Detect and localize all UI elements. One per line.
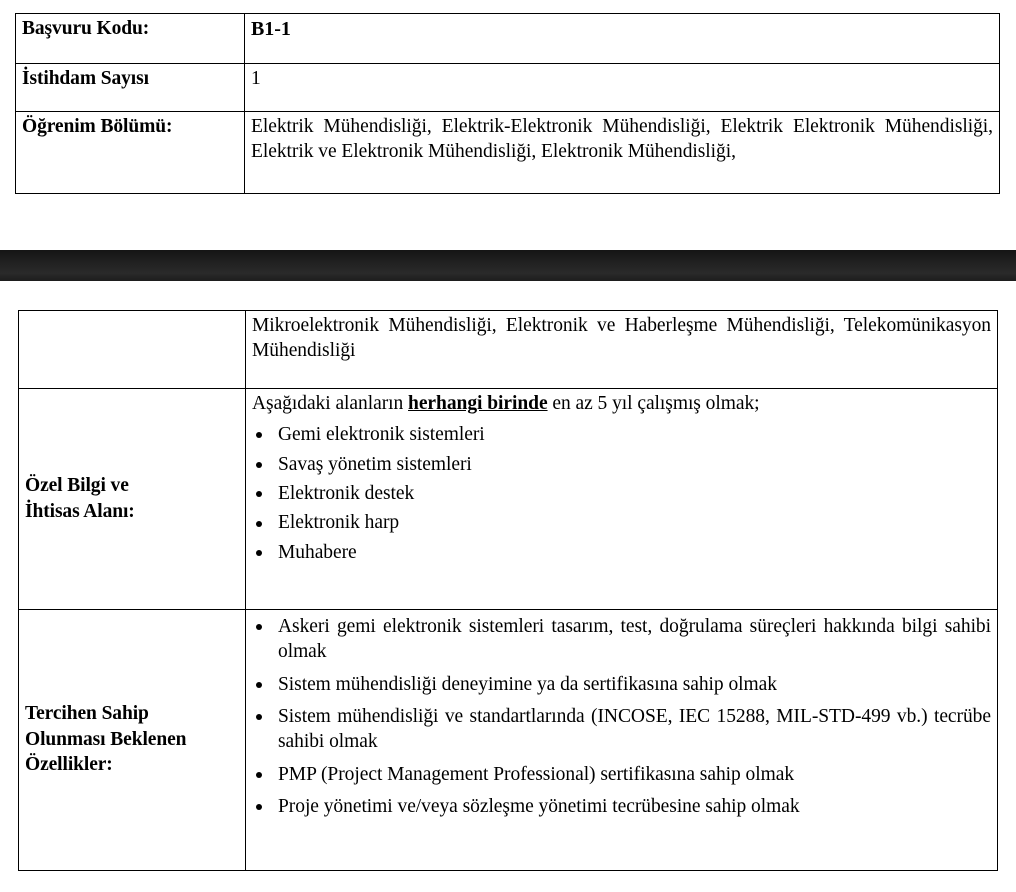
label-line: Özellikler: [25, 754, 113, 776]
label-line: Tercihen Sahip [25, 702, 149, 724]
list-item-text: PMP (Project Management Professional) sertifikasına sahip olmak [278, 763, 795, 785]
bullet-dot-icon [256, 624, 262, 630]
table-row [19, 389, 998, 610]
list-item [252, 762, 991, 787]
lead-text-after: en az 5 yıl çalışmış olmak; [547, 393, 760, 414]
bullet-dot-icon [256, 432, 262, 438]
list-item [252, 672, 991, 697]
list-item [252, 422, 991, 447]
bullet-dot-icon [256, 772, 262, 778]
label-istihdam-sayisi: İstihdam Sayısı [16, 64, 245, 112]
bullet-dot-icon [256, 682, 262, 688]
table-row [19, 610, 998, 871]
page-separator-bar [0, 250, 1016, 281]
bullet-dot-icon [256, 804, 262, 810]
list-item [252, 481, 991, 506]
bullet-dot-icon [256, 491, 262, 497]
table-row [16, 112, 1000, 194]
bullet-dot-icon [256, 521, 262, 527]
value-ozel-bilgi-ihtisas [246, 389, 998, 610]
list-item-text: Sistem mühendisliği deneyimine ya da sertifikasına sahip olmak [278, 673, 777, 695]
bullet-dot-icon [256, 550, 262, 556]
label-line: Olunması Beklenen [25, 728, 187, 750]
list-item [252, 452, 991, 477]
tercihen-bullet-list [252, 614, 991, 819]
list-item [252, 614, 991, 665]
table-row [16, 64, 1000, 112]
label-line: Özel Bilgi ve [25, 474, 129, 496]
label-tercihen-sahip-ozellikler [19, 610, 246, 871]
list-item [252, 540, 991, 565]
list-item-text: Muhabere [278, 541, 357, 563]
value-ogrenim-bolumu-devami: Mikroelektronik Mühendisliği, Elektronik ve Haberleşme Mühendisliği, Telekomünikasyon Mühendisliği [246, 311, 998, 389]
label-ozel-bilgi-ihtisas [19, 389, 246, 610]
qualification-info-table [18, 310, 998, 871]
label-basvuru-kodu: Başvuru Kodu: [16, 14, 245, 64]
list-item [252, 704, 991, 755]
list-item-text: Elektronik destek [278, 483, 415, 505]
label-line: İhtisas Alanı: [25, 500, 135, 522]
label-ogrenim-bolumu: Öğrenim Bölümü: [16, 112, 245, 194]
value-istihdam-sayisi: 1 [245, 64, 1000, 112]
lead-text-emphasis: herhangi birinde [408, 393, 548, 414]
application-info-table [15, 13, 1000, 194]
list-item-text: Askeri gemi elektronik sistemleri tasarım, test, doğrulama süreçleri hakkında bilgi sahibi olmak [278, 616, 991, 663]
bullet-dot-icon [256, 462, 262, 468]
value-tercihen-sahip-ozellikler [246, 610, 998, 871]
value-basvuru-kodu: B1-1 [245, 14, 1000, 64]
list-item-text: Elektronik harp [278, 512, 400, 534]
ozel-bilgi-bullet-list [252, 422, 991, 565]
list-item-text: Proje yönetimi ve/veya sözleşme yönetimi tecrübesine sahip olmak [278, 796, 800, 818]
label-ogrenim-bolumu-devami [19, 311, 246, 389]
value-ogrenim-bolumu: Elektrik Mühendisliği, Elektrik-Elektronik Mühendisliği, Elektrik Elektronik Mühendisliği, Elektrik ve Elektronik Mühendisliği, Elektronik Mühendisliği, [245, 112, 1000, 194]
list-item-text: Gemi elektronik sistemleri [278, 424, 485, 446]
list-item-text: Sistem mühendisliği ve standartlarında (INCOSE, IEC 15288, MIL-STD-499 vb.) tecrübe sahibi olmak [278, 706, 991, 753]
table-row [19, 311, 998, 389]
bullet-dot-icon [256, 714, 262, 720]
list-item [252, 794, 991, 819]
list-item-text: Savaş yönetim sistemleri [278, 453, 472, 475]
lead-text-before: Aşağıdaki alanların [252, 393, 409, 414]
table-row [16, 14, 1000, 64]
ozel-bilgi-lead-line [252, 391, 991, 416]
list-item [252, 510, 991, 535]
